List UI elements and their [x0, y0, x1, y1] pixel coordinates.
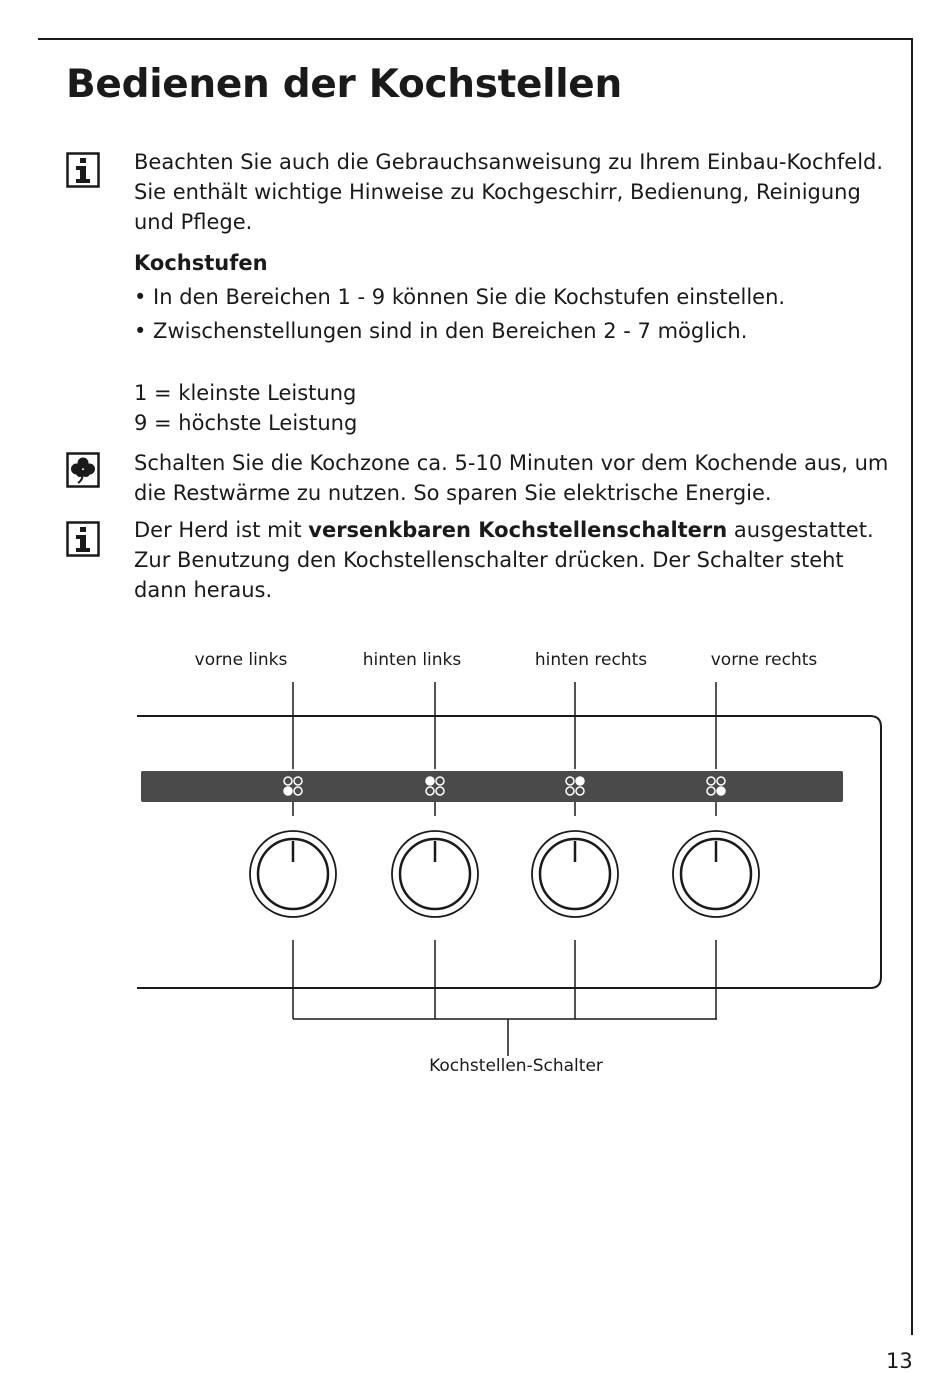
- info-line: Beachten Sie auch die Gebrauchsanweisung zu Ihrem Einbau-Kochfeld.: [134, 150, 884, 174]
- info-line: und Pflege.: [134, 210, 253, 234]
- tip-line: Schalten Sie die Kochzone ca. 5-10 Minuten vor dem Kochende aus, um: [134, 451, 889, 475]
- label-hinten-links: hinten links: [362, 650, 462, 670]
- info-line: Zur Benutzung den Kochstellenschalter drücken. Der Schalter steht: [134, 548, 844, 572]
- zone-indicator-dot: [436, 787, 444, 795]
- eco-tip-paragraph: [134, 448, 888, 508]
- label-vorne-links: vorne links: [194, 650, 288, 670]
- label-kochstellen-schalter: Kochstellen-Schalter: [429, 1056, 603, 1076]
- info-paragraph-2: [134, 515, 874, 605]
- page-title: Bedienen der Kochstellen: [66, 62, 622, 107]
- zone-indicator-dot: [707, 777, 715, 785]
- zone-indicator-dot: [426, 777, 434, 785]
- cabinet-outline: [137, 716, 881, 988]
- zone-indicator-dot: [576, 777, 584, 785]
- clover-icon: [66, 452, 100, 488]
- page-number: 13: [886, 1349, 913, 1373]
- zone-indicator-dot: [284, 787, 292, 795]
- info-line-pre: Der Herd ist mit: [134, 518, 309, 542]
- frame-top-rule: [38, 38, 913, 40]
- info-line-post: ausgestattet.: [727, 518, 874, 542]
- zone-indicator-dot: [294, 787, 302, 795]
- zone-indicator-dot: [717, 787, 725, 795]
- label-hinten-rechts: hinten rechts: [534, 650, 648, 670]
- control-panel-diagram: [0, 640, 950, 1090]
- info-line: dann heraus.: [134, 578, 273, 602]
- control-strip: [141, 771, 843, 802]
- kochstufen-heading: Kochstufen: [134, 251, 268, 275]
- bullet-item: • Zwischenstellungen sind in den Bereichen 2 - 7 möglich.: [134, 319, 748, 343]
- info-line: Sie enthält wichtige Hinweise zu Kochgeschirr, Bedienung, Reinigung: [134, 180, 861, 204]
- zone-indicator-dot: [426, 787, 434, 795]
- zone-indicator-dot: [707, 787, 715, 795]
- legend-line: 1 = kleinste Leistung: [134, 381, 357, 405]
- zone-indicator-dot: [294, 777, 302, 785]
- zone-indicator-dot: [566, 777, 574, 785]
- kochstufen-section: [134, 248, 785, 346]
- info-icon: [66, 521, 100, 557]
- zone-indicator-dot: [576, 787, 584, 795]
- tip-line: die Restwärme zu nutzen. So sparen Sie elektrische Energie.: [134, 481, 772, 505]
- label-vorne-rechts: vorne rechts: [710, 650, 818, 670]
- power-legend: [134, 378, 357, 438]
- zone-indicator-dot: [566, 787, 574, 795]
- info-icon: [66, 152, 100, 188]
- info-line: [134, 515, 874, 545]
- legend-line: 9 = höchste Leistung: [134, 411, 358, 435]
- zone-indicator-dot: [717, 777, 725, 785]
- zone-indicator-dot: [436, 777, 444, 785]
- bullet-item: • In den Bereichen 1 - 9 können Sie die Kochstufen einstellen.: [134, 285, 786, 309]
- info-line-bold: versenkbaren Kochstellenschaltern: [308, 518, 728, 542]
- info-paragraph-1: [134, 147, 883, 237]
- zone-indicator-dot: [284, 777, 292, 785]
- diagram-drawing: [0, 640, 950, 1060]
